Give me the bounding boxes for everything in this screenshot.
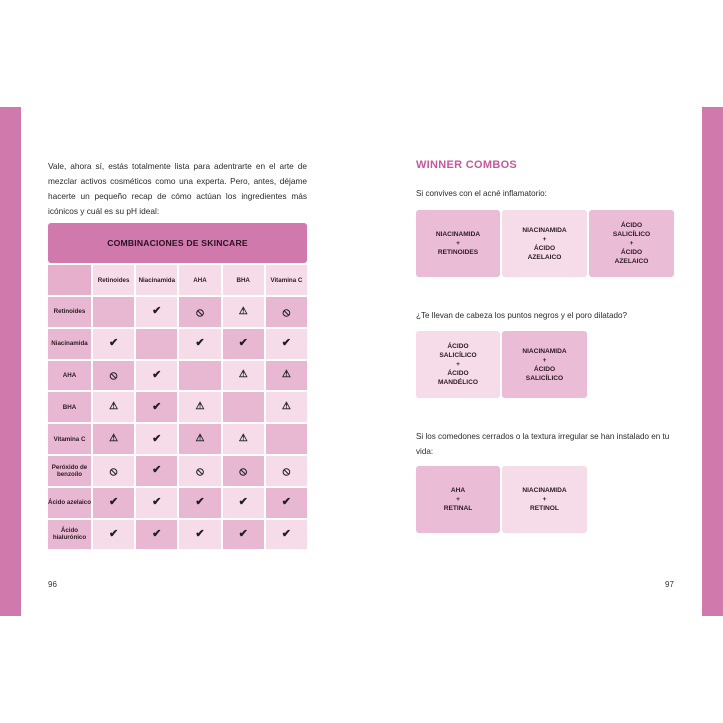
row-header: Ácido hialurónico — [48, 520, 91, 550]
check-icon: ✔ — [108, 496, 119, 509]
prohibited-icon: ⦸ — [109, 368, 118, 383]
check-icon: ✔ — [238, 337, 248, 350]
table-cell — [223, 329, 264, 359]
column-header: BHA — [223, 265, 264, 295]
check-icon: ✔ — [195, 337, 205, 350]
table-cell — [93, 361, 134, 391]
check-icon: ✔ — [281, 337, 291, 350]
table-cell — [179, 424, 220, 454]
table-cell — [136, 488, 177, 518]
table-cell — [93, 329, 134, 359]
table-cell — [266, 520, 307, 550]
table-cell — [266, 329, 307, 359]
table-cell — [223, 297, 264, 327]
table-cell — [136, 456, 177, 486]
table-cell — [179, 488, 220, 518]
check-icon: ✔ — [152, 400, 162, 413]
warning-icon: ⚠ — [281, 369, 291, 381]
combo-card: NIACINAMIDA + ÁCIDO SALICÍLICO — [502, 331, 587, 398]
check-icon: ✔ — [281, 496, 291, 509]
table-cell — [179, 329, 220, 359]
warning-icon: ⚠ — [109, 433, 119, 445]
table-cell — [223, 520, 264, 550]
table-cell — [266, 424, 307, 454]
combo-card: ÁCIDO SALICÍLICO + ÁCIDO AZELAICO — [589, 210, 674, 277]
table-cell — [266, 392, 307, 422]
check-icon: ✔ — [195, 496, 205, 509]
row-header: Ácido azelaico — [48, 488, 91, 518]
table-cell — [93, 456, 134, 486]
combo-card: AHA + RETINAL — [416, 466, 500, 533]
table-cell — [266, 361, 307, 391]
check-icon: ✔ — [108, 337, 119, 350]
warning-icon: ⚠ — [281, 401, 291, 413]
row-header: Retinoides — [48, 297, 91, 327]
warning-icon: ⚠ — [238, 433, 248, 445]
check-icon: ✔ — [281, 527, 291, 540]
row-header: Peróxido de benzoílo — [48, 456, 91, 486]
prohibited-icon: ⦸ — [196, 463, 204, 478]
combo-card: NIACINAMIDA + RETINOL — [502, 466, 587, 533]
check-icon: ✔ — [152, 496, 162, 509]
table-cell — [223, 488, 264, 518]
table-cell — [136, 361, 177, 391]
check-icon: ✔ — [152, 464, 162, 477]
table-cell — [136, 329, 177, 359]
book-spread — [0, 107, 723, 616]
prohibited-icon: ⦸ — [196, 304, 204, 319]
page-number-right: 97 — [665, 580, 674, 589]
warning-icon: ⚠ — [195, 433, 205, 445]
row-header: AHA — [48, 361, 91, 391]
combo-card: NIACINAMIDA + RETINOIDES — [416, 210, 500, 277]
table-cell — [93, 297, 134, 327]
table-title: COMBINACIONES DE SKINCARE — [48, 223, 307, 263]
table-cell — [266, 297, 307, 327]
warning-icon: ⚠ — [195, 401, 205, 413]
table-grid — [48, 265, 307, 549]
check-icon: ✔ — [152, 305, 162, 318]
table-cell — [136, 520, 177, 550]
combo-card: ÁCIDO SALICÍLICO + ÁCIDO MANDÉLICO — [416, 331, 500, 398]
table-cell — [179, 392, 220, 422]
prohibited-icon: ⦸ — [282, 304, 291, 319]
check-icon: ✔ — [195, 527, 205, 540]
right-page-edge — [702, 107, 723, 616]
check-icon: ✔ — [152, 368, 162, 381]
column-header: AHA — [179, 265, 220, 295]
prohibited-icon: ⦸ — [282, 463, 291, 478]
combo-card: NIACINAMIDA + ÁCIDO AZELAICO — [502, 210, 587, 277]
column-header: Retinoides — [93, 265, 134, 295]
table-cell — [136, 424, 177, 454]
table-cell — [93, 520, 134, 550]
page-number-left: 96 — [48, 580, 57, 589]
winner-combos-title: WINNER COMBOS — [416, 159, 518, 171]
table-cell — [93, 392, 134, 422]
row-header: BHA — [48, 392, 91, 422]
table-cell — [179, 297, 220, 327]
table-corner-cell — [48, 265, 91, 295]
question-blackheads: ¿Te llevan de cabeza los puntos negros y el poro dilatado? — [416, 311, 628, 320]
intro-paragraph: Vale, ahora sí, estás totalmente lista para adentrarte en el arte de mezclar activos cosméticos como una experta. Pero, antes, déjame hacerte un pequeño recap de cómo actúan los ingredientes más icónicos y cuál es su pH ideal: — [48, 161, 307, 216]
check-icon: ✔ — [238, 527, 248, 540]
row-header: Vitamina C — [48, 424, 91, 454]
warning-icon: ⚠ — [109, 401, 119, 413]
table-cell — [136, 297, 177, 327]
table-cell — [223, 456, 264, 486]
warning-icon: ⚠ — [238, 305, 248, 317]
prohibited-icon: ⦸ — [239, 463, 248, 478]
prohibited-icon: ⦸ — [109, 463, 118, 478]
table-cell — [179, 456, 220, 486]
column-header: Vitamina C — [266, 265, 307, 295]
table-cell — [93, 424, 134, 454]
warning-icon: ⚠ — [238, 369, 248, 381]
check-icon: ✔ — [152, 527, 162, 540]
table-cell — [179, 520, 220, 550]
table-cell — [223, 392, 264, 422]
table-cell — [266, 456, 307, 486]
question-acne: Si convives con el acné inflamatorio: — [416, 189, 547, 198]
table-cell — [223, 424, 264, 454]
check-icon: ✔ — [152, 432, 162, 445]
row-header: Niacinamida — [48, 329, 91, 359]
table-cell — [266, 488, 307, 518]
table-cell — [136, 392, 177, 422]
table-cell — [179, 361, 220, 391]
table-cell — [93, 488, 134, 518]
question-comedones: Si los comedones cerrados o la textura irregular se han instalado en tu vida: — [416, 432, 670, 456]
column-header: Niacinamida — [136, 265, 177, 295]
skincare-combinations-table — [48, 223, 307, 549]
check-icon: ✔ — [108, 527, 119, 540]
left-page-edge — [0, 107, 21, 616]
table-cell — [223, 361, 264, 391]
check-icon: ✔ — [238, 496, 248, 509]
